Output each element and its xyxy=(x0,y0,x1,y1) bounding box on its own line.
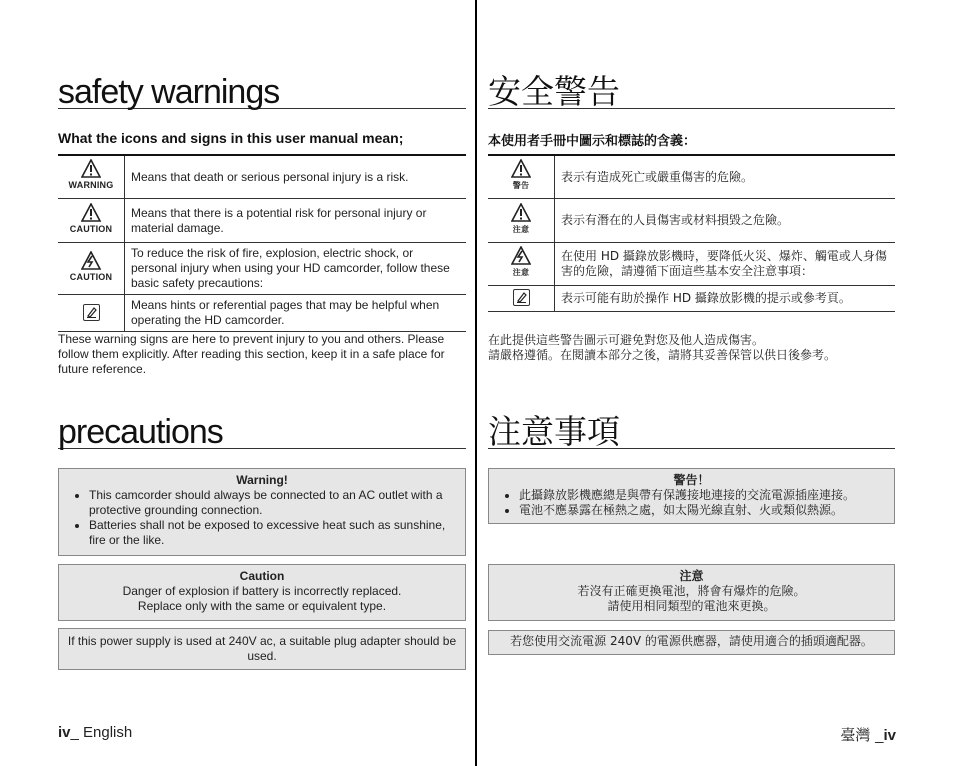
intro-line: 在此提供這些警告圖示可避免對您及他人造成傷害。 xyxy=(488,333,765,347)
table-row xyxy=(58,155,466,199)
caution-box-zh xyxy=(488,564,895,621)
warning-list xyxy=(59,488,465,552)
row-description: To reduce the risk of fire, explosion, electric shock, or personal injury when using your HD camcorder, follow these basic safety precautions: xyxy=(125,243,467,295)
footer-english xyxy=(58,724,132,741)
table-row xyxy=(488,199,895,243)
warning-list xyxy=(489,488,894,522)
icon-caption: 注意 xyxy=(512,268,530,277)
caution-box-title: 注意 xyxy=(679,569,704,583)
row-description: 表示有潛在的人員傷害或材料損毀之危險。 xyxy=(555,199,896,243)
caution-line: 若沒有正確更換電池，將會有爆炸的危險。 xyxy=(577,584,806,598)
caution-icon xyxy=(59,200,123,238)
row-description: Means that death or serious personal injury is a risk. xyxy=(125,155,467,199)
icons-table-zh xyxy=(488,154,895,312)
page-divider xyxy=(475,0,477,766)
note-icon xyxy=(513,289,530,306)
caution-box xyxy=(58,564,466,621)
warning-icon xyxy=(59,156,123,194)
safety-warnings-heading: safety warnings xyxy=(58,74,466,109)
icons-meaning-subheading: What the icons and signs in this user manual mean; xyxy=(58,130,404,146)
warning-box-title: Warning! xyxy=(236,473,288,487)
warning-box-title: 警告！ xyxy=(673,473,710,487)
row-description: 表示有造成死亡或嚴重傷害的危險。 xyxy=(555,155,896,199)
electric-shock-icon xyxy=(59,248,123,286)
icon-caption: 警告 xyxy=(512,181,530,190)
list-item: • 電池不應暴露在極熱之處，如太陽光線直射、火或類似熱源。 xyxy=(519,503,888,518)
page-number: iv xyxy=(58,724,71,741)
icon-caption: CAUTION xyxy=(69,271,113,282)
power-supply-text: If this power supply is used at 240V ac, a suitable plug adapter should be used. xyxy=(67,634,457,663)
icon-caption: 注意 xyxy=(512,224,530,234)
table-row xyxy=(488,286,895,312)
warning-icon xyxy=(489,156,553,194)
list-item: • This camcorder should always be connected to an AC outlet with a protective grounding connection. xyxy=(89,488,459,518)
table-row xyxy=(58,199,466,243)
icons-table xyxy=(58,154,466,332)
intro-paragraph: These warning signs are here to prevent injury to you and others. Please follow them explicitly. After reading this section, keep it in a safe place for future reference. xyxy=(58,332,445,376)
power-supply-text: 若您使用交流電源 240V 的電源供應器，請使用適合的插頭適配器。 xyxy=(510,634,873,648)
table-row xyxy=(488,243,895,286)
caution-box-title: Caution xyxy=(239,569,285,583)
row-description: 表示可能有助於操作 HD 攝錄放影機的提示或參考頁。 xyxy=(555,286,896,312)
warning-box xyxy=(58,468,466,556)
electric-shock-icon xyxy=(489,243,553,281)
table-row xyxy=(58,295,466,332)
list-item: • Batteries shall not be exposed to excessive heat such as sunshine, fire or the like. xyxy=(89,518,459,548)
list-item: • 此攝錄放影機應總是與帶有保護接地連接的交流電源插座連接。 xyxy=(519,488,888,503)
row-description: Means hints or referential pages that may be helpful when operating the HD camcorder. xyxy=(125,295,467,332)
footer-separator: _ xyxy=(875,727,884,744)
table-row xyxy=(58,243,466,295)
safety-warnings-heading-zh: 安全警告 xyxy=(488,74,895,109)
note-icon xyxy=(83,304,100,321)
intro-paragraph-zh xyxy=(488,333,895,363)
page-number: iv xyxy=(883,727,896,744)
caution-line: 請使用相同類型的電池來更換。 xyxy=(607,599,776,613)
row-description: 在使用 HD 攝錄放影機時，要降低火災、爆炸、觸電或人身傷害的危險，請遵循下面這些基本安全注意事項： xyxy=(555,243,896,286)
icons-meaning-subheading-zh: 本使用者手冊中圖示和標誌的含義： xyxy=(488,134,697,149)
icon-caption: CAUTION xyxy=(69,223,113,234)
footer-separator: _ xyxy=(70,724,79,741)
warning-box-zh xyxy=(488,468,895,524)
intro-line: 請嚴格遵循。在閱讀本部分之後，請將其妥善保管以供日後參考。 xyxy=(488,348,837,362)
footer-language: English xyxy=(78,724,133,741)
table-row xyxy=(488,155,895,199)
footer-language: 臺灣 xyxy=(840,726,876,744)
caution-line: Danger of explosion if battery is incorrectly replaced. xyxy=(122,584,402,598)
icon-caption: WARNING xyxy=(68,180,114,190)
power-supply-box-zh xyxy=(488,630,895,655)
precautions-heading: precautions xyxy=(58,414,466,449)
row-description: Means that there is a potential risk for personal injury or material damage. xyxy=(125,199,467,243)
power-supply-box xyxy=(58,628,466,670)
caution-line: Replace only with the same or equivalent type. xyxy=(137,599,387,613)
footer-chinese xyxy=(840,724,896,745)
precautions-heading-zh: 注意事項 xyxy=(488,414,895,449)
caution-icon xyxy=(489,200,553,238)
